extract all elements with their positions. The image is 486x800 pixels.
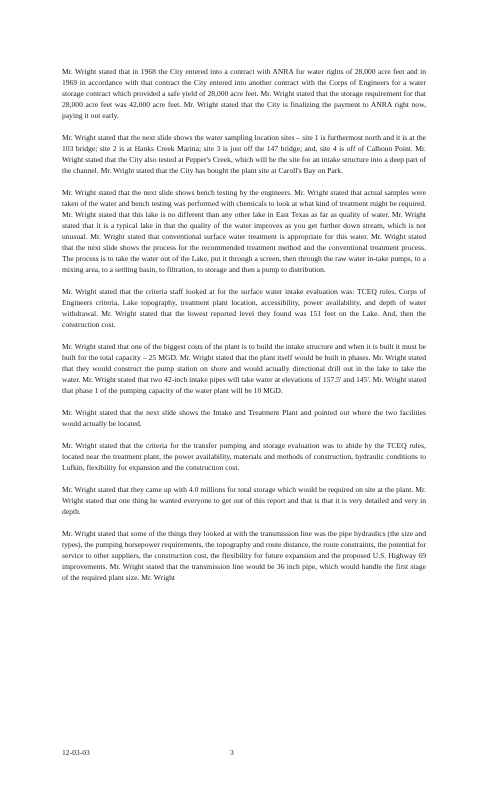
paragraph-2: Mr. Wright stated that the next slide shows the water sampling location sites – site 1 is furthermost north and it is at the 103 bridge; site 2 is at Hanks Creek Marina; site 3 is just off the 147 bridge; and, site 4 is off of Calhoun Point. Mr. Wright stated that the City also tested at Pepper's Creek, which will be the site for an intake structure into a deep part of the channel. Mr. Wright stated that the City has bought the plant site at Caroll's Bay on Park. [62,133,426,175]
paragraph-5: Mr. Wright stated that one of the biggest costs of the plant is to build the intake structure and when it is built it must be built for the total capacity – 25 MGD. Mr. Wright stated that the plant itself would be built in phases. Mr. Wright stated that they would construct the pump station on shore and would actually directional drill out in the lake to take the water. Mr. Wright stated that two 42-inch intake pipes will take water at elevations of 157.5' and 145'. Mr. Wright stated that phase 1 of the pumping capacity of the water plant will be 10 MGD. [62,342,426,395]
paragraph-8: Mr. Wright stated that they came up with 4.0 millions for total storage which would be required on site at the plant. Mr. Wright stated that one thing he wanted everyone to get out of this report and that is that it is very detailed and very in depth. [62,485,426,516]
paragraph-1: Mr. Wright stated that in 1968 the City entered into a contract with ANRA for water rights of 28,000 acre feet and in 1969 in accordance with that contract the City entered into another contract with the Corps of Engineers for a water storage contract which provided a safe yield of 28,000 acre feet. Mr. Wright stated that the storage requirement for that 28,000 acre feet was 42,000 acre feet. Mr. Wright stated that the City is finalizing the payment to ANRA right now, paying it out early. [62,67,426,120]
paragraph-6: Mr. Wright stated that the next slide shows the Intake and Treatment Plant and pointed out where the two facilities would actually be located. [62,408,426,428]
document-body [62,66,426,594]
footer-date: 12-03-03 [62,748,90,757]
paragraph-9: Mr. Wright stated that some of the things they looked at with the transmission line was the pipe hydraulics (the size and types), the pumping horsepower requirements, the topography and route distance, the route constraints, the potential for service to other suppliers, the construction cost, the flexibility for future expansion and the proposed U.S. Highway 69 improvements. Mr. Wright stated that the transmission line would be 36 inch pipe, which would handle the first stage of the required plant size. Mr. Wright [62,529,426,582]
paragraph-7: Mr. Wright stated that the criteria for the transfer pumping and storage evaluation was to abide by the TCEQ rules, located near the treatment plant, the power availability, materials and methods of construction, hydraulic conditions to Lufkin, flexibility for expansion and the construction cost. [62,441,426,472]
paragraph-3: Mr. Wright stated that the next slide shows bench testing by the engineers. Mr. Wright stated that actual samples were taken of the water and bench testing was performed with chemicals to look at what kind of treatment might be required. Mr. Wright stated that this lake is no different than any other lake in East Texas as far as quality of water. Mr. Wright stated that it is a typical lake in that the quality of the water improves as you get further down stream, which is not unusual. Mr. Wright stated that conventional surface water treatment is appropriate for this water. Mr. Wright stated that the next slide shows the process for the recommended treatment method and the conventional treatment process. The process is to take the water out of the Lake, put it through a screen, then through the raw water in-take pumps, to a mixing area, to a settling basin, to filtration, to storage and then a pump to distribution. [62,188,426,274]
page-number: 3 [230,748,234,757]
paragraph-4: Mr. Wright stated that the criteria staff looked at for the surface water intake evaluation was: TCEQ rules, Corps of Engineers criteria, Lake topography, treatment plant location, accessibility, power availability, and depth of water withdrawal. Mr. Wright stated that the lowest reported level they found was 151 feet on the Lake. And, then the construction cost. [62,287,426,329]
